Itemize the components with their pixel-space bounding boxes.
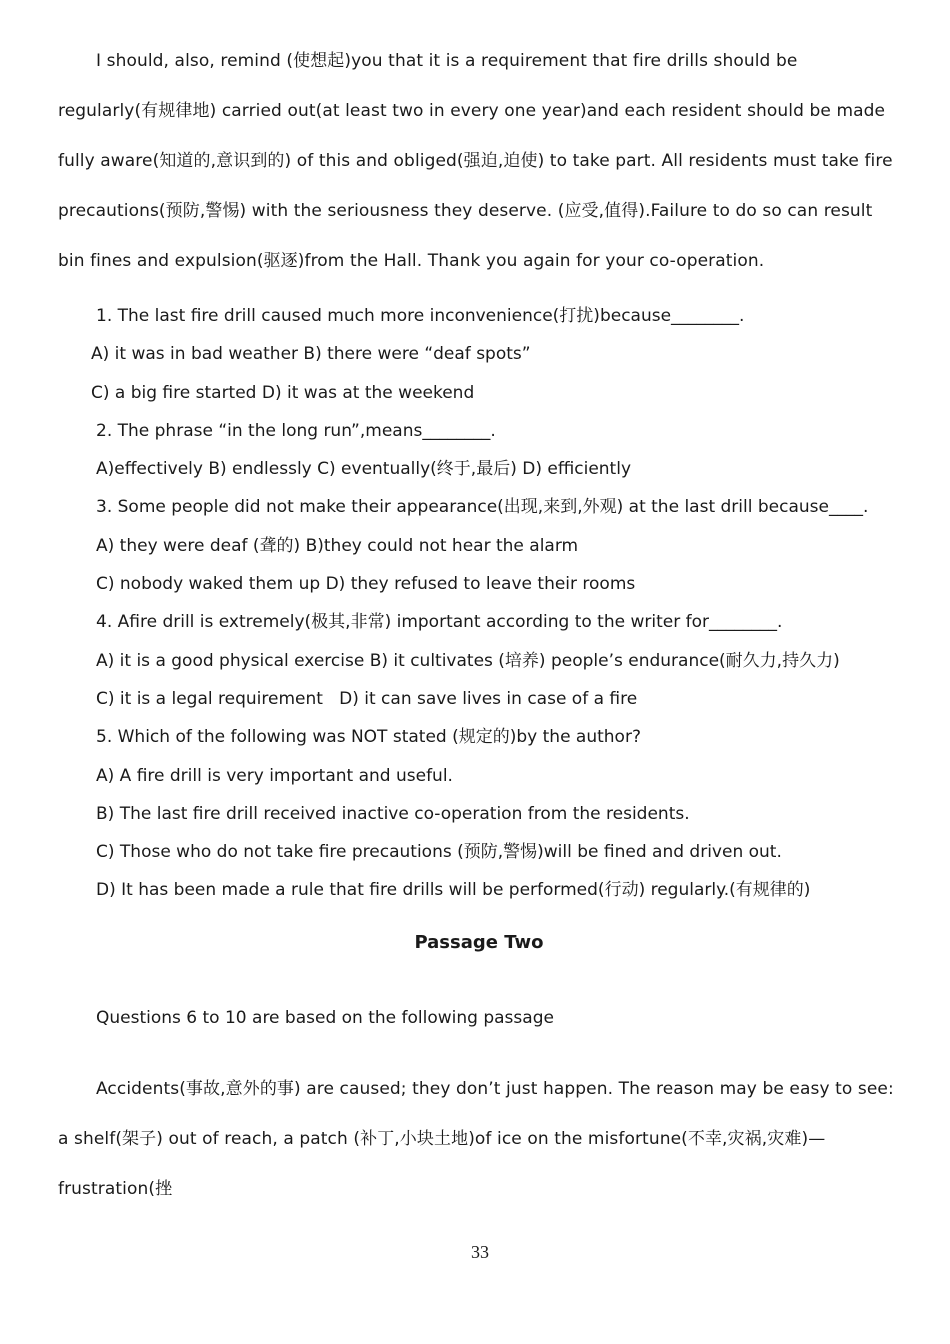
- question-list: [58, 297, 903, 910]
- question-line: 1. The last fire drill caused much more inconvenience(打扰)because________.: [96, 306, 745, 326]
- question-line: B) The last fire drill received inactive co-operation from the residents.: [96, 803, 690, 824]
- page-number: 33: [471, 1242, 489, 1262]
- question-line: C) Those who do not take fire precautions (预防,警惕)will be fined and driven out.: [96, 842, 782, 863]
- question-line: C) it is a legal requirement D) it can save lives in case of a fire: [96, 688, 638, 709]
- question-line: A) A fire drill is very important and useful.: [96, 765, 453, 786]
- question-line: A) it is a good physical exercise B) it cultivates (培养) people’s endurance(耐久力,持久力): [96, 650, 840, 671]
- question-line: 3. Some people did not make their appearance(出现,来到,外观) at the last drill because____.: [96, 497, 869, 518]
- question-line: D) It has been made a rule that fire drills will be performed(行动) regularly.(有规律的): [96, 880, 811, 901]
- passage-one-closing-paragraph: I should, also, remind (使想起)you that it is a requirement that fire drills should be regularly(有规律地) carried out(at least two in every one year)and each resident should be made fully aware(知道的,意识到的) of this and obliged(强迫,迫使) to take part. All residents must take fire precautions(预防,警惕) with the seriousness they deserve. (应受,值得).Failure to do so can result bin fines and expulsion(驱逐)from the Hall. Thank you again for your co-operation.: [58, 51, 893, 271]
- section-heading: Passage Two: [414, 932, 544, 953]
- question-line: A)effectively B) endlessly C) eventually(终于,最后) D) efficiently: [96, 459, 632, 480]
- passage-two-paragraph: Accidents(事故,意外的事) are caused; they don’t just happen. The reason may be easy to see: a shelf(架子) out of reach, a patch (补丁,小块土地)of ice on the misfortune(不幸,灾祸,灾难)—frustration(挫: [58, 1079, 894, 1199]
- question-line: 4. Afire drill is extremely(极其,非常) important according to the writer for________.: [96, 612, 783, 633]
- question-line: A) it was in bad weather B) there were “deaf spots”: [91, 344, 531, 365]
- question-line: 2. The phrase “in the long run”,means________.: [96, 420, 496, 441]
- question-line: C) nobody waked them up D) they refused to leave their rooms: [96, 574, 636, 595]
- question-line: 5. Which of the following was NOT stated (规定的)by the author?: [96, 727, 641, 748]
- question-line: A) they were deaf (聋的) B)they could not hear the alarm: [96, 535, 579, 556]
- question-line: C) a big fire started D) it was at the weekend: [91, 382, 475, 403]
- section-intro: Questions 6 to 10 are based on the following passage: [96, 1008, 554, 1028]
